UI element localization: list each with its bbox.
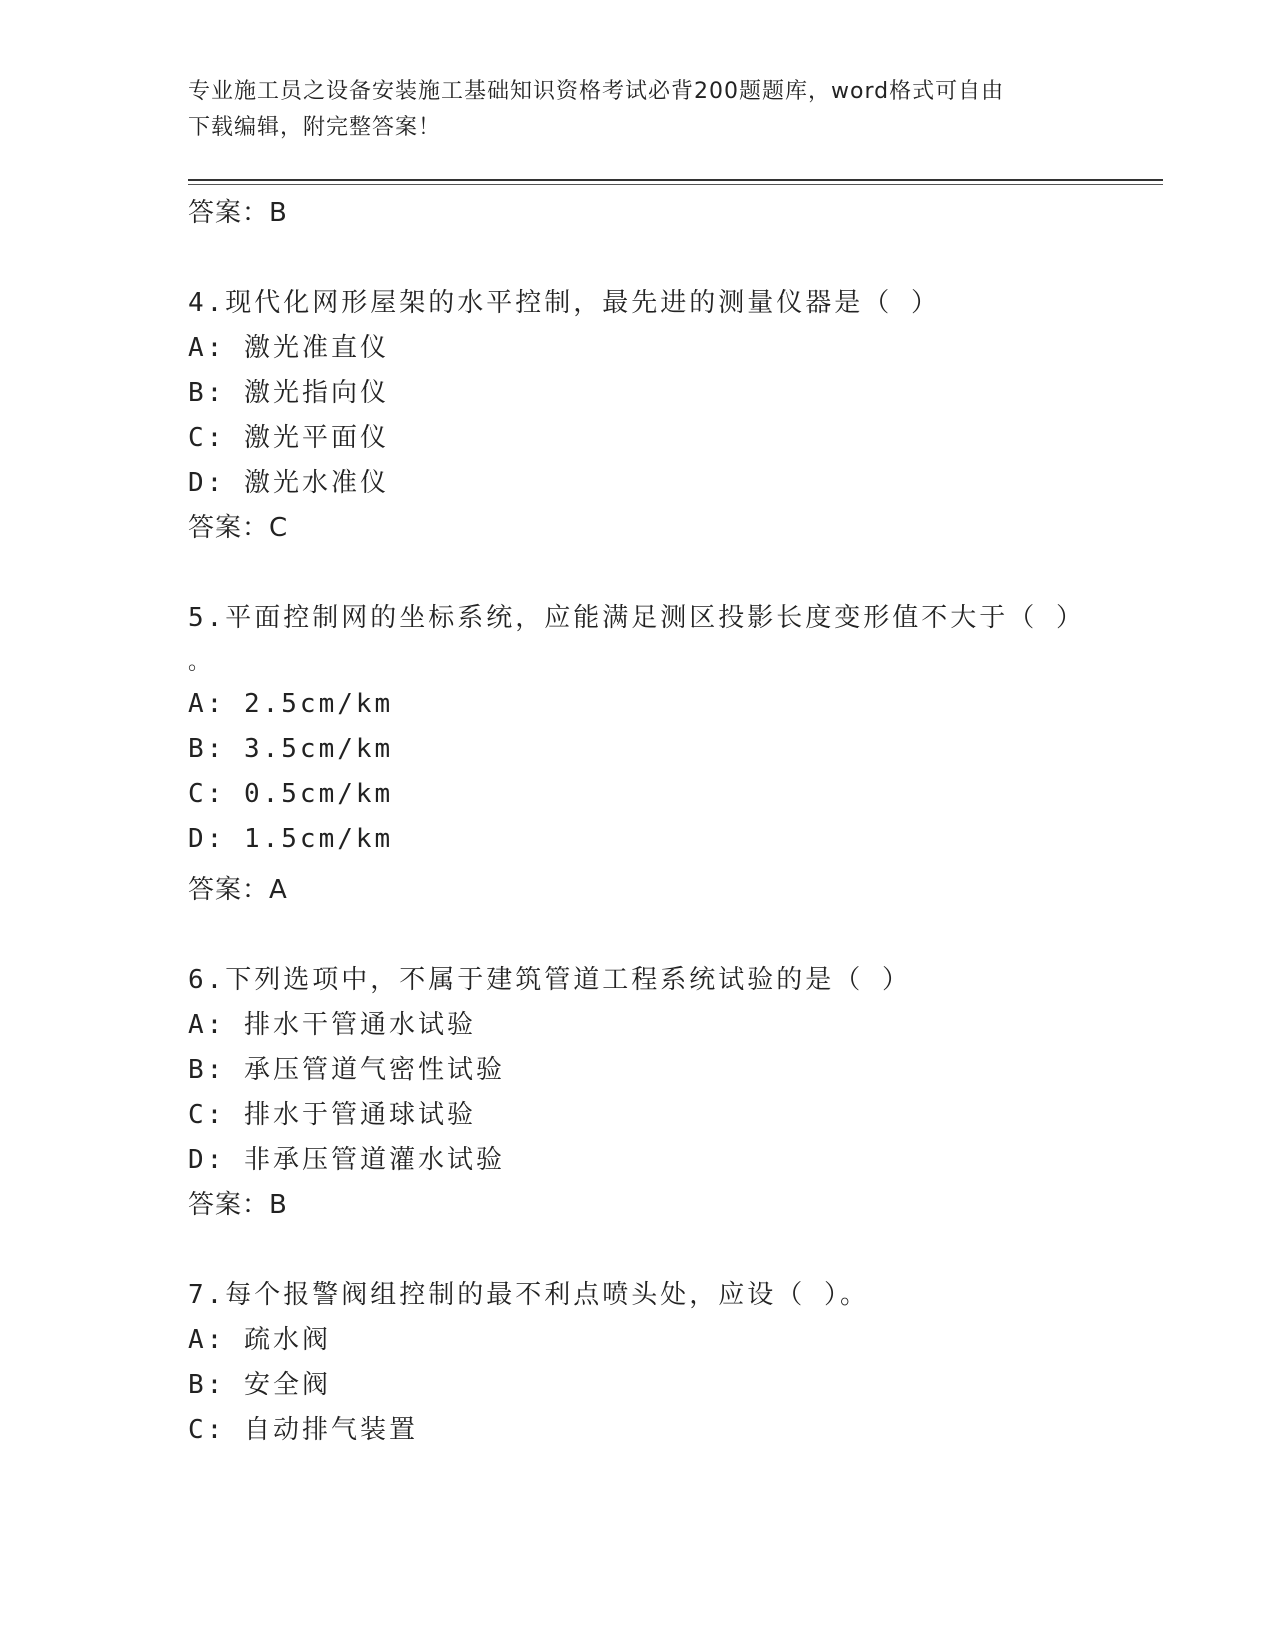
document-header	[188, 74, 1088, 146]
question-4-stem: 4.现代化网形屋架的水平控制，最先进的测量仪器是（ ）	[188, 288, 940, 318]
question-6-stem: 6.下列选项中，不属于建筑管道工程系统试验的是（ ）	[188, 965, 911, 995]
question-6-option-c: C: 排水于管通球试验	[188, 1100, 476, 1130]
question-7-option-b: B: 安全阀	[188, 1370, 331, 1400]
question-4-option-d: D: 激光水准仪	[188, 468, 389, 498]
question-6-option-a: A: 排水干管通水试验	[188, 1010, 476, 1040]
header-line-1: 专业施工员之设备安装施工基础知识资格考试必背200题题库，word格式可自由	[188, 79, 1005, 104]
header-divider-thin	[188, 184, 1163, 185]
question-4-option-c: C: 激光平面仪	[188, 423, 389, 453]
answer-q4: 答案：C	[188, 513, 289, 543]
header-divider-thick	[188, 179, 1163, 181]
question-5-option-d: D: 1.5cm/km	[188, 824, 394, 854]
question-5-stem-continuation: 。	[188, 650, 214, 675]
question-7-option-a: A: 疏水阀	[188, 1325, 331, 1355]
question-4-option-a: A: 激光准直仪	[188, 333, 389, 363]
question-7-option-c: C: 自动排气装置	[188, 1415, 418, 1445]
question-5-option-b: B: 3.5cm/km	[188, 734, 394, 764]
question-7-stem: 7.每个报警阀组控制的最不利点喷头处，应设（ ）。	[188, 1280, 869, 1310]
question-5-stem: 5.平面控制网的坐标系统，应能满足测区投影长度变形值不大于（ ）	[188, 603, 1085, 633]
answer-q6: 答案：B	[188, 1190, 288, 1220]
answer-q3: 答案：B	[188, 198, 288, 228]
question-5-option-a: A: 2.5cm/km	[188, 689, 394, 719]
question-5-option-c: C: 0.5cm/km	[188, 779, 394, 809]
question-6-option-d: D: 非承压管道灌水试验	[188, 1145, 505, 1175]
answer-q5: 答案：A	[188, 875, 288, 905]
question-4-option-b: B: 激光指向仪	[188, 378, 389, 408]
question-6-option-b: B: 承压管道气密性试验	[188, 1055, 505, 1085]
header-line-2: 下载编辑，附完整答案！	[188, 115, 442, 140]
